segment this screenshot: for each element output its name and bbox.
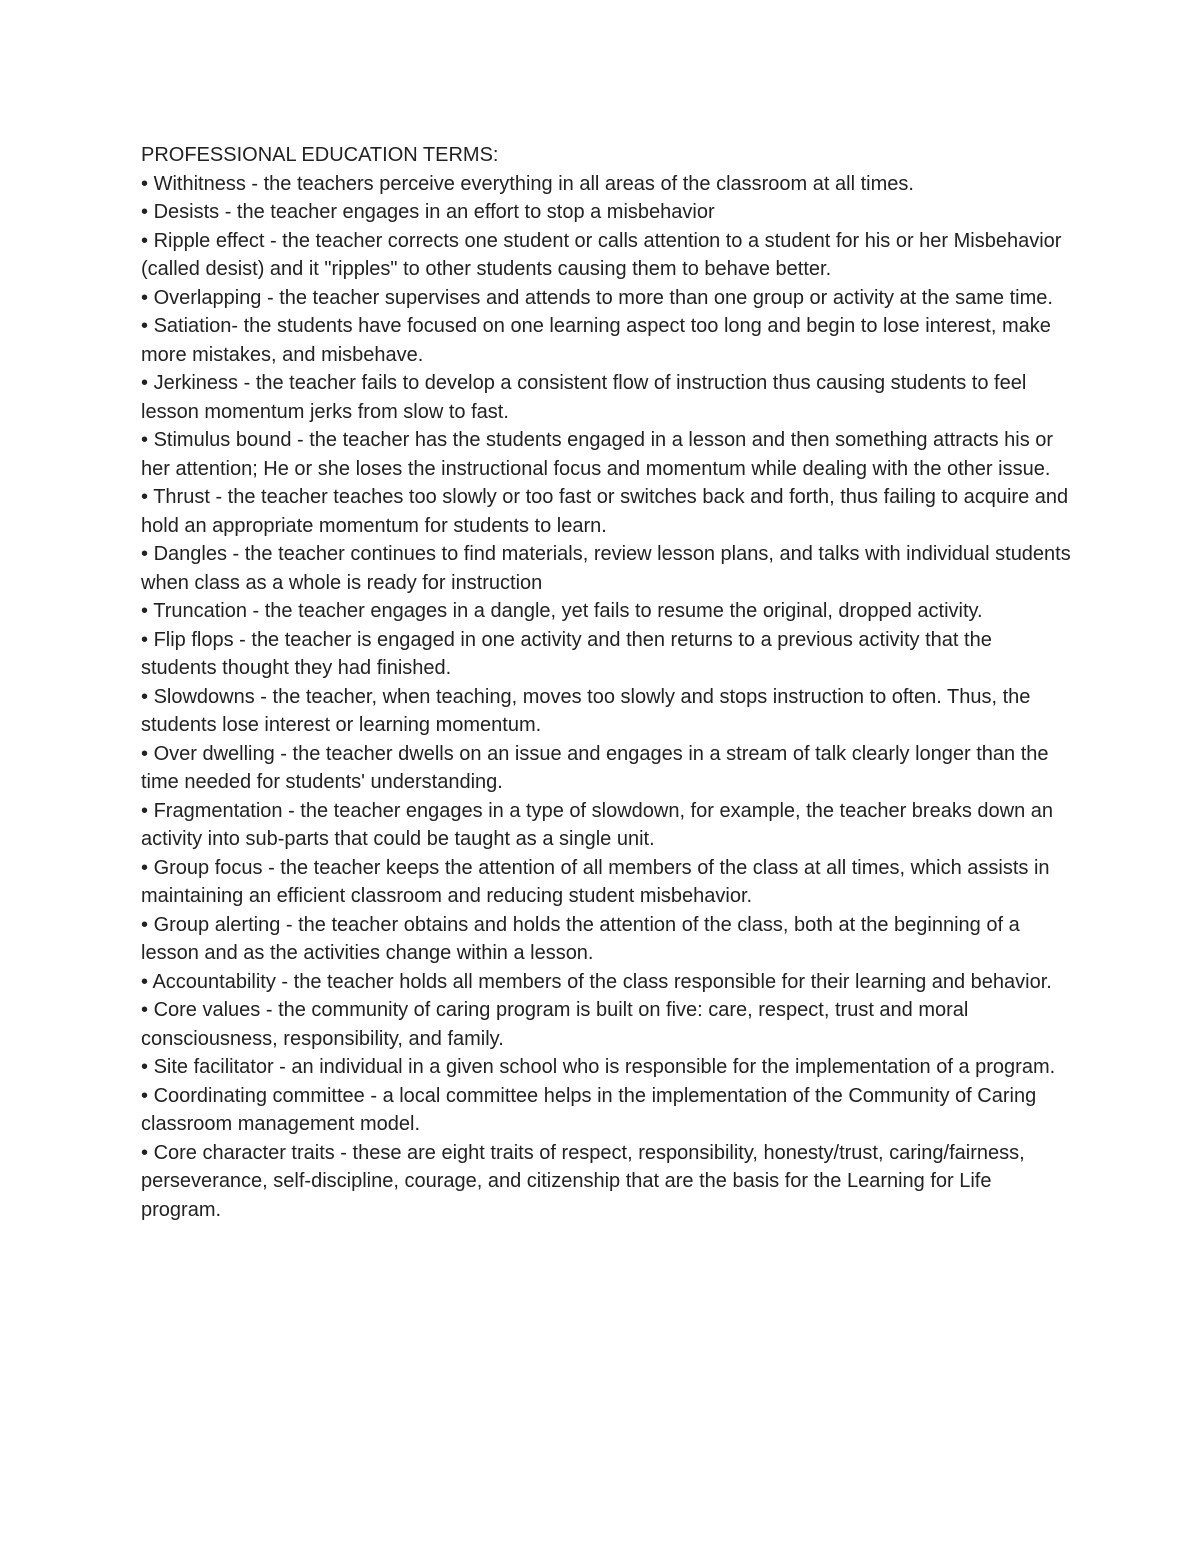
bullet-icon: • [141,600,149,622]
term-item [141,369,1071,426]
bullet-icon: • [141,742,149,765]
bullet-icon: • [141,799,149,822]
term-item [141,968,1071,997]
term-text: Dangles - the teacher continues to find materials, review lesson plans, and talks with individual students when class as a whole is ready for instruction [141,543,1071,594]
term-text: Withitness - the teachers perceive everything in all areas of the classroom at all times. [153,172,914,195]
term-item [141,1082,1071,1139]
bullet-icon: • [141,1141,149,1164]
term-item [141,312,1071,369]
bullet-icon: • [141,201,149,223]
bullet-icon: • [141,286,149,309]
term-text: Accountability - the teacher holds all members of the class responsible for their learning and behavior. [152,970,1052,993]
terms-list [141,170,1071,1225]
term-item [141,597,1071,626]
term-text: Group alerting - the teacher obtains and holds the attention of the class, both at the beginning of a lesson and as the activities change within a lesson. [141,913,1020,964]
term-item [141,996,1071,1053]
bullet-icon: • [141,1084,149,1107]
term-text: Jerkiness - the teacher fails to develop a consistent flow of instruction thus causing students to feel lesson momentum jerks from slow to fast. [141,372,1027,423]
bullet-icon: • [141,229,149,252]
term-item [141,483,1071,540]
bullet-icon: • [141,970,149,993]
term-text: Satiation- the students have focused on one learning aspect too long and begin to lose interest, make more mistakes, and misbehave. [141,315,1051,366]
document-body [141,141,1071,1224]
bullet-icon: • [141,372,149,394]
term-text: Site facilitator - an individual in a given school who is responsible for the implementation of a program. [153,1056,1056,1078]
bullet-icon: • [141,685,149,708]
term-item [141,1139,1071,1225]
bullet-icon: • [141,1056,149,1078]
term-text: Slowdowns - the teacher, when teaching, moves too slowly and stops instruction to often. Thus, the students lose interest or learning momentum. [141,685,1031,736]
term-text: Coordinating committee - a local committee helps in the implementation of the Community of Caring classroom management model. [141,1084,1037,1135]
term-text: Core values - the community of caring program is built on five: care, respect, trust and moral consciousness, responsibility, and family. [141,999,969,1050]
term-text: Stimulus bound - the teacher has the students engaged in a lesson and then something attracts his or her attention; He or she loses the instructional focus and momentum while dealing with the other issue. [141,429,1054,480]
term-text: Over dwelling - the teacher dwells on an issue and engages in a stream of talk clearly longer than the time needed for students' understanding. [141,742,1049,793]
term-text: Ripple effect - the teacher corrects one student or calls attention to a student for his or her Misbehavior (called desist) and it "ripples" to other students causing them to behave better. [141,229,1062,280]
term-item [141,1053,1071,1082]
term-text: Truncation - the teacher engages in a dangle, yet fails to resume the original, dropped activity. [153,600,983,622]
bullet-icon: • [141,486,149,508]
bullet-icon: • [141,913,149,936]
term-item [141,227,1071,284]
term-item [141,170,1071,199]
term-text: Overlapping - the teacher supervises and attends to more than one group or activity at the same time. [153,286,1053,309]
bullet-icon: • [141,429,149,451]
bullet-icon: • [141,543,149,565]
term-item [141,198,1071,227]
term-item [141,911,1071,968]
bullet-icon: • [141,856,149,879]
term-text: Core character traits - these are eight traits of respect, responsibility, honesty/trust, caring/fairness, perseverance, self-discipline, courage, and citizenship that are the basis for the Learning for Life program. [141,1141,1025,1221]
term-text: Group focus - the teacher keeps the attention of all members of the class at all times, which assists in maintaining an efficient classroom and reducing student misbehavior. [141,856,1050,907]
term-item [141,540,1071,597]
document-title: PROFESSIONAL EDUCATION TERMS: [141,144,499,166]
term-item [141,284,1071,313]
term-text: Flip flops - the teacher is engaged in one activity and then returns to a previous activity that the students thought they had finished. [141,628,992,679]
term-item [141,854,1071,911]
bullet-icon: • [141,172,149,195]
bullet-icon: • [141,315,149,337]
term-item [141,797,1071,854]
term-item [141,683,1071,740]
term-item [141,426,1071,483]
term-text: Desists - the teacher engages in an effort to stop a misbehavior [153,201,715,223]
term-item [141,740,1071,797]
term-text: Fragmentation - the teacher engages in a type of slowdown, for example, the teacher breaks down an activity into sub-parts that could be taught as a single unit. [141,799,1053,850]
bullet-icon: • [141,628,149,651]
term-text: Thrust - the teacher teaches too slowly or too fast or switches back and forth, thus failing to acquire and hold an appropriate momentum for students to learn. [141,486,1069,537]
bullet-icon: • [141,999,149,1021]
term-item [141,626,1071,683]
